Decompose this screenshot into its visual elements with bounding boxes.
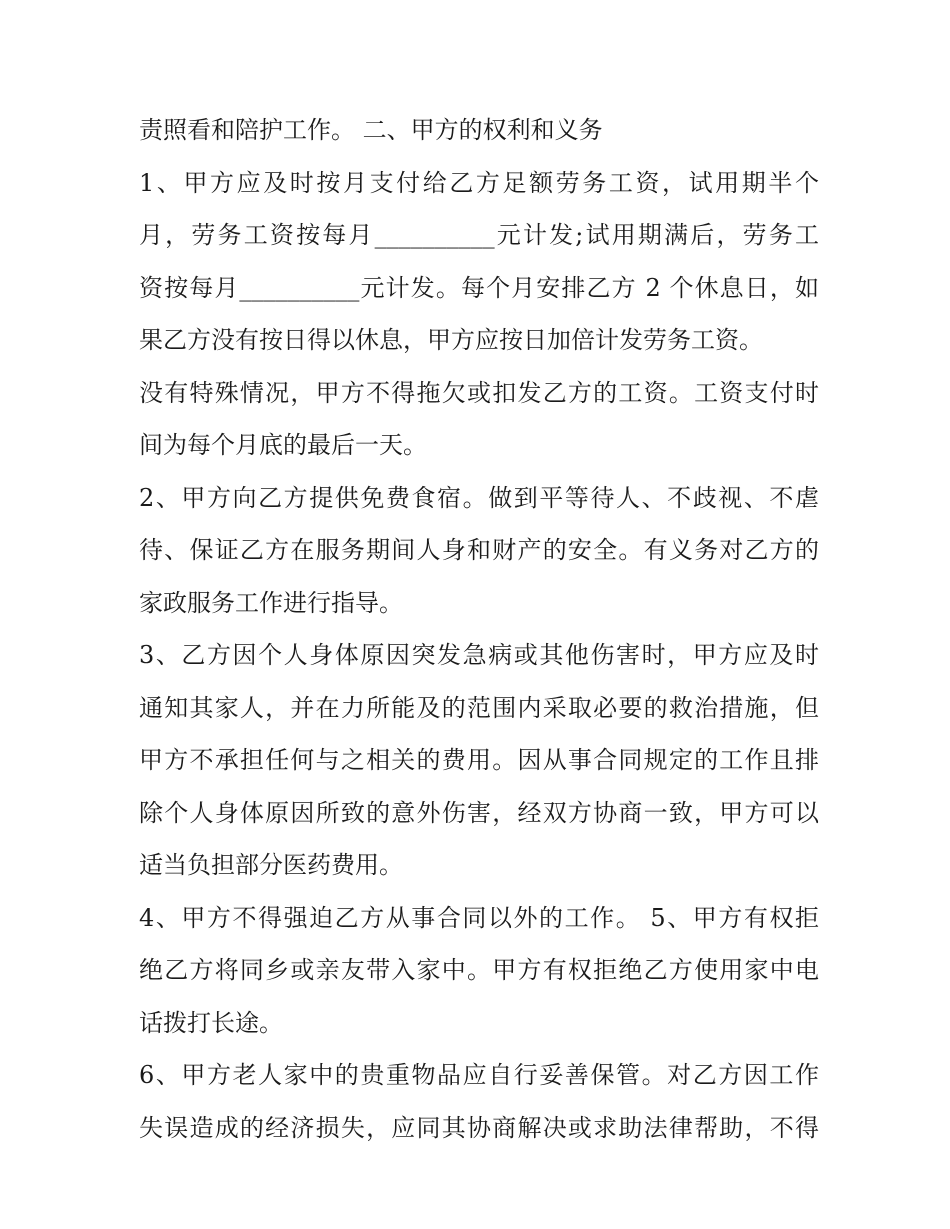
text-line: 话拨打长途。 xyxy=(139,1008,283,1037)
text-line: 资按每月__________元计发。每个月安排乙方 2 个休息日，如 xyxy=(139,273,819,302)
text-line: 4、甲方不得强迫乙方从事合同以外的工作。 5、甲方有权拒 xyxy=(139,903,819,932)
contract-text-body xyxy=(139,108,819,1158)
text-line: 3、乙方因个人身体原因突发急病或其他伤害时，甲方应及时 xyxy=(139,641,819,669)
text-line: 适当负担部分医药费用。 xyxy=(139,851,403,879)
text-line: 责照看和陪护工作。 二、甲方的权利和义务 xyxy=(139,116,603,144)
text-line: 家政服务工作进行指导。 xyxy=(139,588,403,617)
text-line: 待、保证乙方在服务期间人身和财产的安全。有义务对乙方的 xyxy=(139,536,819,564)
text-line: 2、甲方向乙方提供免费食宿。做到平等待人、不歧视、不虐 xyxy=(139,483,819,512)
text-line: 没有特殊情况，甲方不得拖欠或扣发乙方的工资。工资支付时 xyxy=(139,378,819,407)
text-line: 果乙方没有按日得以休息，甲方应按日加倍计发劳务工资。 xyxy=(139,326,763,354)
text-line: 1、甲方应及时按月支付给乙方足额劳务工资，试用期半个 xyxy=(139,168,819,197)
text-line: 甲方不承担任何与之相关的费用。因从事合同规定的工作且排 xyxy=(139,746,819,774)
text-line: 失误造成的经济损失，应同其协商解决或求助法律帮助，不得 xyxy=(139,1113,819,1142)
text-line: 绝乙方将同乡或亲友带入家中。甲方有权拒绝乙方使用家中电 xyxy=(139,956,819,984)
text-line: 通知其家人，并在力所能及的范围内采取必要的救治措施，但 xyxy=(139,693,819,722)
text-line: 间为每个月底的最后一天。 xyxy=(139,431,427,459)
text-line: 6、甲方老人家中的贵重物品应自行妥善保管。对乙方因工作 xyxy=(139,1061,819,1089)
text-line: 除个人身体原因所致的意外伤害，经双方协商一致，甲方可以 xyxy=(139,798,819,827)
text-line: 月，劳务工资按每月__________元计发;试用期满后，劳务工 xyxy=(139,221,819,249)
